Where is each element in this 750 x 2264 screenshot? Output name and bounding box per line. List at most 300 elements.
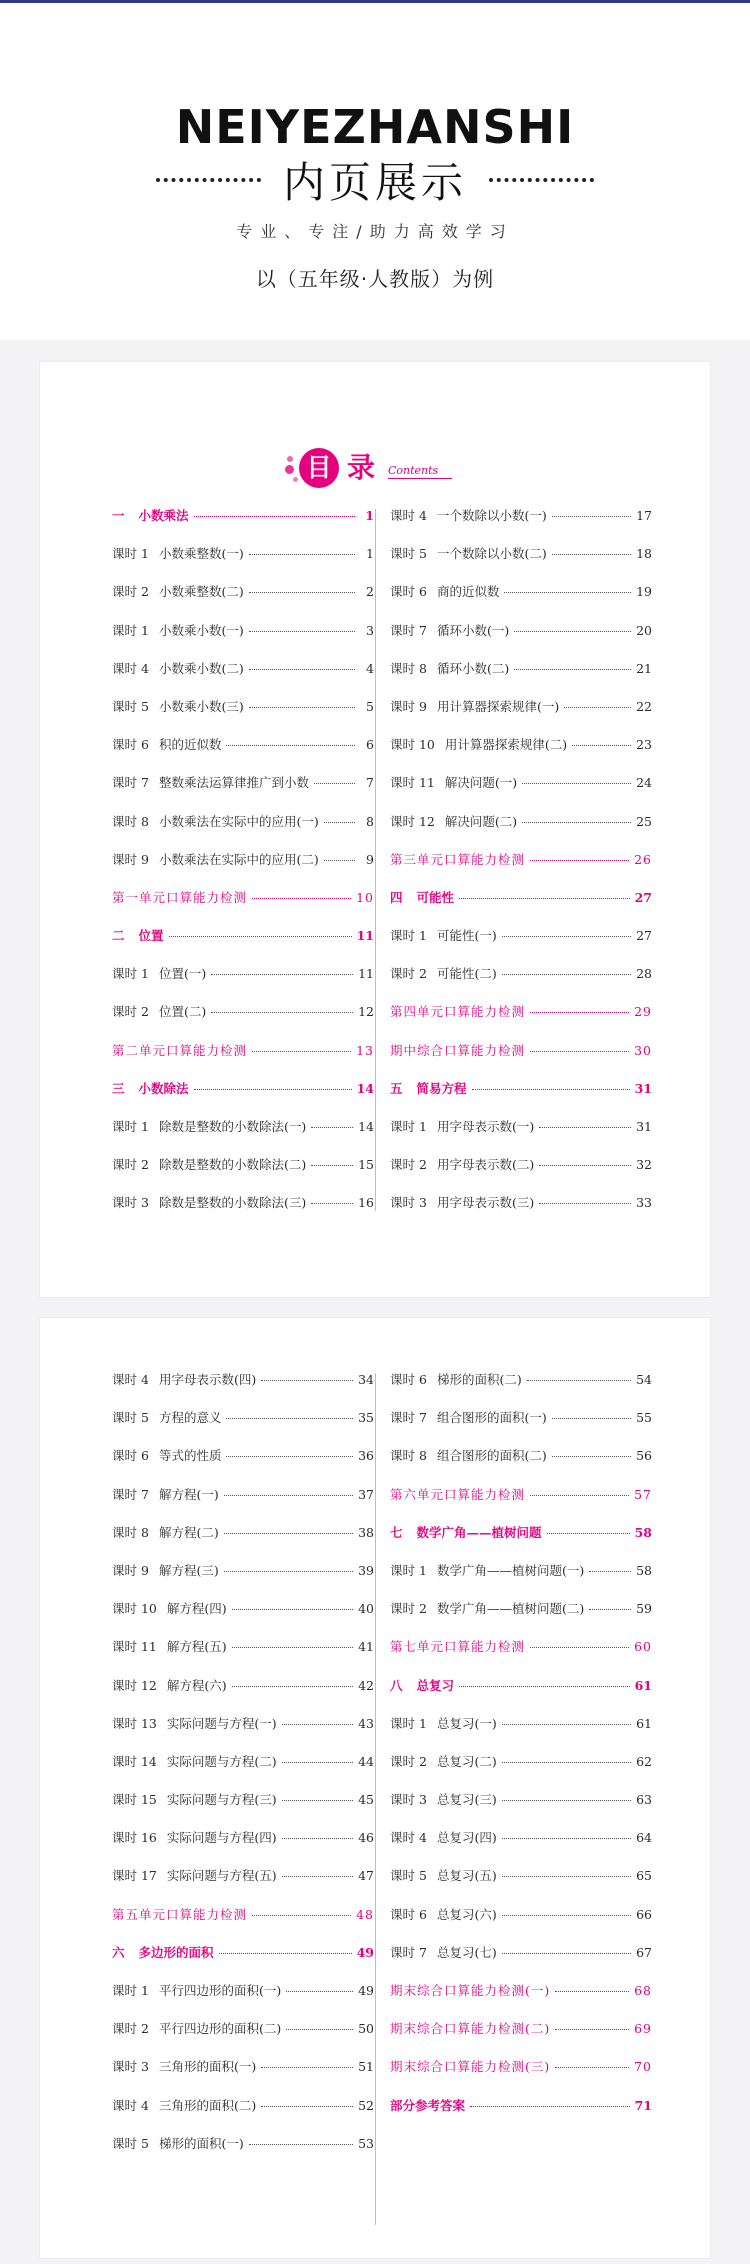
toc-entry-code: 课时 5 bbox=[112, 698, 149, 714]
dot-leader bbox=[539, 1127, 631, 1128]
header-section bbox=[0, 0, 750, 340]
toc-entry-code: 课时 9 bbox=[390, 698, 427, 714]
toc-lesson-entry[interactable] bbox=[390, 735, 652, 773]
toc-lesson-entry[interactable] bbox=[390, 621, 652, 659]
toc-lesson-entry[interactable] bbox=[112, 812, 374, 850]
toc-entry-code: 课时 13 bbox=[112, 1715, 157, 1731]
toc-entry-label bbox=[390, 582, 499, 600]
right-dotted-rule bbox=[489, 178, 594, 182]
toc-entry-page: 31 bbox=[636, 1119, 652, 1134]
toc-entry-code: 五 bbox=[390, 1080, 403, 1096]
toc-entry-title: 第六单元口算能力检测 bbox=[390, 1486, 526, 1502]
toc-entry-label bbox=[390, 506, 547, 524]
toc-lesson-entry[interactable] bbox=[390, 1446, 652, 1484]
toc-entry-code: 课时 1 bbox=[390, 1119, 427, 1134]
toc-lesson-entry[interactable] bbox=[112, 850, 374, 888]
toc-entry-code: 课时 12 bbox=[390, 813, 435, 829]
toc-entry-label bbox=[112, 964, 206, 982]
toc-lesson-entry[interactable] bbox=[112, 659, 374, 697]
toc-heading-mu: 目 bbox=[299, 448, 339, 488]
toc-entry-code: 课时 5 bbox=[112, 2135, 149, 2151]
toc-lesson-entry[interactable] bbox=[112, 2096, 374, 2134]
dot-leader bbox=[504, 592, 631, 593]
toc-test-entry[interactable] bbox=[390, 1002, 652, 1040]
dot-leader bbox=[224, 1571, 353, 1572]
dot-leader bbox=[530, 1495, 629, 1496]
toc-test-entry[interactable] bbox=[390, 2019, 652, 2057]
toc-entry-label bbox=[390, 697, 559, 715]
toc-entry-title: 实际问题与方程(五) bbox=[166, 1868, 277, 1884]
toc-test-entry[interactable] bbox=[112, 1041, 374, 1079]
dot-leader bbox=[555, 2029, 629, 2030]
toc-entry-label bbox=[390, 1981, 550, 1999]
toc-test-entry[interactable] bbox=[390, 850, 652, 888]
toc-entry-label bbox=[112, 544, 244, 562]
toc-entry-label bbox=[112, 1002, 206, 1020]
toc-entry-page: 32 bbox=[636, 1157, 652, 1173]
dot-leader bbox=[282, 1762, 353, 1763]
toc-entry-title: 可能性(二) bbox=[436, 966, 497, 982]
toc-entry-title: 实际问题与方程(四) bbox=[166, 1830, 277, 1846]
toc-lesson-entry[interactable] bbox=[112, 1193, 374, 1231]
toc-entry-label bbox=[390, 1408, 547, 1426]
toc-entry-code: 课时 4 bbox=[112, 2097, 149, 2113]
toc-entry-page: 11 bbox=[356, 928, 374, 944]
dot-leader bbox=[261, 2106, 353, 2107]
toc-lesson-entry[interactable] bbox=[390, 659, 652, 697]
toc-entry-label bbox=[112, 850, 319, 868]
toc-entry-label bbox=[112, 1408, 221, 1426]
dot-leader bbox=[311, 1203, 353, 1204]
toc-lesson-entry[interactable] bbox=[390, 773, 652, 811]
toc-entry-page: 14 bbox=[356, 1080, 374, 1096]
toc-entry-code: 课时 9 bbox=[112, 851, 149, 867]
toc-entry-label bbox=[112, 735, 221, 753]
toc-entry-title: 解方程(三) bbox=[158, 1562, 219, 1578]
toc-lesson-entry[interactable] bbox=[112, 1866, 374, 1904]
toc-entry-label bbox=[390, 926, 497, 944]
dot-leader bbox=[226, 1456, 353, 1457]
toc-entry-code: 课时 3 bbox=[112, 2059, 149, 2075]
dot-leader bbox=[459, 1686, 630, 1687]
toc-lesson-entry[interactable] bbox=[112, 621, 374, 659]
dot-leader bbox=[459, 898, 630, 899]
toc-entry-page: 69 bbox=[634, 2021, 652, 2037]
toc-unit-entry[interactable] bbox=[390, 1676, 652, 1714]
toc-entry-title: 位置(二) bbox=[158, 1004, 207, 1020]
toc-test-entry[interactable] bbox=[390, 1485, 652, 1523]
toc-lesson-entry[interactable] bbox=[112, 964, 374, 1002]
toc-lesson-entry[interactable] bbox=[390, 1752, 652, 1790]
toc-entry-code: 课时 1 bbox=[390, 1562, 427, 1578]
title-row bbox=[0, 150, 750, 210]
toc-lesson-entry[interactable] bbox=[112, 1790, 374, 1828]
toc-entry-code: 课时 8 bbox=[112, 1524, 149, 1540]
toc-lesson-entry[interactable] bbox=[112, 1637, 374, 1675]
toc-unit-entry[interactable] bbox=[390, 1079, 652, 1117]
toc-lesson-entry[interactable] bbox=[112, 2057, 374, 2095]
toc-entry-label bbox=[112, 1561, 219, 1579]
toc-entry-page: 29 bbox=[634, 1004, 652, 1020]
toc-entry-title: 用计算器探索规律(二) bbox=[444, 737, 568, 753]
toc-entry-code: 课时 8 bbox=[390, 660, 427, 676]
toc-entry-title: 小数除法 bbox=[138, 1080, 189, 1096]
toc-entry-label bbox=[112, 888, 247, 906]
toc-lesson-entry[interactable] bbox=[112, 697, 374, 735]
toc-entry-label bbox=[390, 2057, 550, 2075]
dot-leader bbox=[589, 1609, 631, 1610]
toc-entry-title: 第七单元口算能力检测 bbox=[390, 1639, 526, 1655]
toc-unit-entry[interactable] bbox=[390, 1523, 652, 1561]
toc-entry-title: 小数乘小数(三) bbox=[158, 698, 244, 714]
toc-entry-code: 课时 4 bbox=[112, 660, 149, 676]
toc-lesson-entry[interactable] bbox=[112, 1408, 374, 1446]
toc-entry-title: 平行四边形的面积(一) bbox=[158, 1983, 282, 1998]
toc-entry-title: 小数乘整数(二) bbox=[158, 584, 244, 600]
toc-entry-code: 课时 6 bbox=[390, 1906, 427, 1922]
toc-entry-label bbox=[390, 1079, 467, 1097]
toc-entry-label bbox=[112, 812, 319, 830]
toc-entry-label bbox=[112, 1752, 277, 1770]
toc-entry-label bbox=[390, 1370, 522, 1388]
toc-lesson-entry[interactable] bbox=[390, 1866, 652, 1904]
toc-entry-code: 课时 16 bbox=[112, 1830, 157, 1846]
dot-leader bbox=[252, 898, 351, 899]
toc-entry-code: 课时 6 bbox=[390, 1372, 427, 1387]
toc-entry-label bbox=[112, 697, 244, 715]
dot-leader bbox=[232, 1686, 353, 1687]
toc-lesson-entry[interactable] bbox=[390, 812, 652, 850]
dot-leader bbox=[194, 1089, 352, 1090]
toc-entry-page: 3 bbox=[366, 622, 374, 638]
toc-entry-title: 梯形的面积(二) bbox=[436, 1372, 522, 1387]
dot-leader bbox=[169, 936, 352, 937]
toc-entry-title: 商的近似数 bbox=[436, 584, 500, 600]
toc-entry-page: 71 bbox=[634, 2097, 652, 2113]
dot-leader bbox=[249, 707, 355, 708]
dot-leader bbox=[555, 2067, 629, 2068]
dot-leader bbox=[522, 822, 631, 823]
toc-entry-page: 14 bbox=[358, 1119, 374, 1134]
dot-leader bbox=[232, 1647, 353, 1648]
toc-lesson-entry[interactable] bbox=[112, 544, 374, 582]
toc-entry-page: 27 bbox=[636, 928, 652, 944]
toc-test-entry[interactable] bbox=[390, 1041, 652, 1079]
top-accent-line bbox=[0, 0, 750, 3]
toc-entry-label bbox=[390, 735, 567, 753]
toc-entry-title: 第四单元口算能力检测 bbox=[390, 1004, 526, 1020]
toc-lesson-entry[interactable] bbox=[112, 1155, 374, 1193]
dot-leader bbox=[539, 1203, 631, 1204]
column-divider bbox=[375, 509, 376, 1211]
toc-entry-title: 第三单元口算能力检测 bbox=[390, 851, 526, 867]
toc-entry-title: 用计算器探索规律(一) bbox=[436, 698, 560, 714]
toc-entry-page: 13 bbox=[356, 1042, 374, 1058]
toc-entry-page: 31 bbox=[634, 1080, 652, 1096]
toc-entry-label bbox=[112, 1981, 281, 1999]
toc-heading bbox=[40, 442, 710, 492]
dot-leader bbox=[324, 860, 355, 861]
toc-entry-code: 课时 2 bbox=[112, 1004, 149, 1020]
toc-entry-code: 课时 3 bbox=[390, 1792, 427, 1808]
toc-entry-label bbox=[390, 1599, 584, 1617]
dot-leader bbox=[502, 1876, 631, 1877]
toc-entry-label bbox=[112, 2134, 244, 2152]
toc-entry-page: 44 bbox=[358, 1753, 374, 1769]
toc-entry-code: 课时 1 bbox=[112, 1119, 149, 1134]
toc-lesson-entry[interactable] bbox=[112, 1561, 374, 1599]
toc-unit-entry[interactable] bbox=[112, 1079, 374, 1117]
toc-entry-page: 37 bbox=[358, 1486, 374, 1502]
toc-entry-title: 三角形的面积(二) bbox=[158, 2097, 257, 2113]
toc-entry-page: 42 bbox=[358, 1677, 374, 1693]
toc-lesson-entry[interactable] bbox=[390, 1790, 652, 1828]
toc-entry-code: 课时 5 bbox=[112, 1410, 149, 1426]
toc-entry-code: 课时 2 bbox=[390, 966, 427, 982]
toc-entry-label bbox=[112, 1155, 306, 1173]
dot-leader bbox=[249, 2144, 353, 2145]
toc-entry-label bbox=[112, 1079, 189, 1097]
toc-lesson-entry[interactable] bbox=[112, 1117, 374, 1155]
toc-lesson-entry[interactable] bbox=[390, 1408, 652, 1446]
toc-lesson-entry[interactable] bbox=[390, 1828, 652, 1866]
toc-entry-label bbox=[112, 1905, 247, 1923]
dot-leader bbox=[282, 1838, 353, 1839]
dot-leader bbox=[502, 1915, 631, 1916]
toc-entry-page: 39 bbox=[358, 1562, 374, 1578]
dot-leader bbox=[232, 1609, 353, 1610]
toc-lesson-entry[interactable] bbox=[112, 1981, 374, 2019]
toc-lesson-entry[interactable] bbox=[112, 773, 374, 811]
toc-heading-lu: 录 bbox=[347, 451, 376, 484]
toc-entry-label bbox=[112, 1676, 227, 1694]
toc-test-entry[interactable] bbox=[390, 1637, 652, 1675]
toc-entry-title: 解方程(一) bbox=[158, 1486, 219, 1502]
toc-entry-title: 位置(一) bbox=[158, 966, 207, 982]
toc-entry-code: 课时 10 bbox=[112, 1601, 157, 1617]
toc-lesson-entry[interactable] bbox=[112, 1599, 374, 1637]
toc-entry-label bbox=[112, 621, 244, 639]
toc-lesson-entry[interactable] bbox=[112, 1523, 374, 1561]
dot-leader bbox=[286, 2029, 353, 2030]
toc-entry-title: 循环小数(二) bbox=[436, 660, 510, 676]
toc-entry-page: 27 bbox=[634, 889, 652, 905]
toc-lesson-entry[interactable] bbox=[112, 1370, 374, 1408]
toc-entry-page: 9 bbox=[366, 851, 374, 867]
toc-lesson-entry[interactable] bbox=[390, 544, 652, 582]
toc-unit-entry[interactable] bbox=[112, 926, 374, 964]
toc-unit-entry[interactable] bbox=[390, 888, 652, 926]
toc-entry-page: 34 bbox=[358, 1372, 374, 1387]
toc-lesson-entry[interactable] bbox=[112, 1002, 374, 1040]
toc-entry-label bbox=[390, 773, 517, 791]
toc-lesson-entry[interactable] bbox=[390, 926, 652, 964]
toc-test-entry[interactable] bbox=[390, 2057, 652, 2095]
dot-leader bbox=[502, 1800, 631, 1801]
dot-leader bbox=[564, 707, 631, 708]
toc-entry-code: 课时 11 bbox=[112, 1639, 157, 1655]
toc-entry-page: 1 bbox=[366, 546, 374, 562]
toc-entry-page: 67 bbox=[636, 1944, 652, 1960]
toc-answer-entry[interactable] bbox=[390, 2096, 652, 2134]
dot-leader bbox=[552, 516, 631, 517]
toc-entry-page: 54 bbox=[636, 1372, 652, 1387]
dot-leader bbox=[261, 1380, 353, 1381]
toc-entry-title: 简易方程 bbox=[416, 1080, 467, 1096]
toc-entry-code: 课时 1 bbox=[390, 928, 427, 944]
brand-title: NEIYEZHANSHI bbox=[175, 100, 575, 154]
slogan: 专业、专注/助力高效学习 bbox=[236, 222, 514, 241]
toc-entry-label bbox=[390, 964, 497, 982]
toc-entry-page: 52 bbox=[358, 2097, 374, 2113]
dot-leader bbox=[286, 1991, 353, 1992]
toc-entry-title: 实际问题与方程(二) bbox=[166, 1753, 277, 1769]
toc-lesson-entry[interactable] bbox=[390, 1370, 652, 1408]
toc-entry-label bbox=[112, 1370, 256, 1388]
toc-entry-title: 用字母表示数(四) bbox=[158, 1372, 257, 1387]
toc-entry-page: 60 bbox=[634, 1639, 652, 1655]
toc-lesson-entry[interactable] bbox=[112, 1676, 374, 1714]
toc-entry-label bbox=[390, 1637, 525, 1655]
toc-lesson-entry[interactable] bbox=[112, 1485, 374, 1523]
dot-leader bbox=[502, 1762, 631, 1763]
toc-entry-title: 期末综合口算能力检测(二) bbox=[390, 2021, 551, 2037]
toc-column-left bbox=[112, 506, 374, 1232]
toc-entry-label bbox=[390, 1002, 525, 1020]
toc-lesson-entry[interactable] bbox=[390, 1905, 652, 1943]
toc-entry-code: 课时 8 bbox=[112, 813, 149, 829]
left-dotted-rule bbox=[156, 178, 261, 182]
toc-entry-page: 26 bbox=[634, 851, 652, 867]
toc-lesson-entry[interactable] bbox=[390, 1117, 652, 1155]
toc-entry-code: 课时 1 bbox=[112, 966, 149, 982]
toc-lesson-entry[interactable] bbox=[390, 1561, 652, 1599]
toc-entry-title: 一个数除以小数(一) bbox=[436, 508, 547, 523]
toc-entry-page: 24 bbox=[636, 775, 652, 791]
toc-entry-page: 41 bbox=[358, 1639, 374, 1655]
toc-lesson-entry[interactable] bbox=[390, 1193, 652, 1231]
toc-entry-title: 解方程(四) bbox=[166, 1601, 227, 1617]
toc-entry-title: 可能性(一) bbox=[436, 928, 497, 944]
toc-lesson-entry[interactable] bbox=[112, 1752, 374, 1790]
toc-entry-label bbox=[390, 1866, 497, 1884]
dot-leader bbox=[282, 1724, 353, 1725]
toc-entry-page: 4 bbox=[366, 660, 374, 676]
toc-entry-page: 49 bbox=[356, 1944, 374, 1960]
toc-entry-page: 55 bbox=[636, 1410, 652, 1426]
toc-entry-label bbox=[112, 1599, 227, 1617]
toc-entry-code: 课时 15 bbox=[112, 1792, 157, 1808]
toc-entry-code: 课时 12 bbox=[112, 1677, 157, 1693]
toc-lesson-entry[interactable] bbox=[390, 1155, 652, 1193]
dot-leader bbox=[282, 1800, 353, 1801]
toc-entry-code: 课时 6 bbox=[390, 584, 427, 600]
toc-lesson-entry[interactable] bbox=[112, 1714, 374, 1752]
toc-entry-title: 小数乘法 bbox=[138, 508, 189, 523]
dot-leader bbox=[514, 669, 631, 670]
dot-leader bbox=[502, 936, 631, 937]
dot-leader bbox=[219, 1953, 352, 1954]
toc-entry-title: 用字母表示数(三) bbox=[436, 1195, 535, 1211]
toc-entry-code: 课时 1 bbox=[390, 1715, 427, 1731]
toc-entry-code: 课时 7 bbox=[112, 1486, 149, 1502]
toc-entry-code: 课时 4 bbox=[112, 1372, 149, 1387]
toc-entry-title: 用字母表示数(一) bbox=[436, 1119, 535, 1134]
toc-entry-title: 小数乘小数(二) bbox=[158, 660, 244, 676]
toc-lesson-entry[interactable] bbox=[112, 2019, 374, 2057]
toc-entry-page: 70 bbox=[634, 2059, 652, 2075]
toc-entry-code: 课时 11 bbox=[390, 775, 435, 791]
toc-unit-entry[interactable] bbox=[112, 506, 374, 544]
toc-lesson-entry[interactable] bbox=[112, 1446, 374, 1484]
toc-entry-page: 21 bbox=[636, 660, 652, 676]
toc-entry-label bbox=[112, 1485, 219, 1503]
toc-lesson-entry[interactable] bbox=[390, 1943, 652, 1981]
toc-entry-label bbox=[112, 1117, 306, 1135]
toc-entry-page: 40 bbox=[358, 1601, 374, 1617]
toc-entry-title: 小数乘小数(一) bbox=[158, 622, 244, 638]
page-title: 内页展示 bbox=[282, 158, 467, 207]
dot-leader bbox=[261, 2067, 353, 2068]
toc-lesson-entry[interactable] bbox=[390, 1714, 652, 1752]
toc-entry-page: 49 bbox=[358, 1983, 374, 1998]
toc-entry-label bbox=[390, 1714, 497, 1732]
toc-entry-label bbox=[390, 812, 517, 830]
toc-entry-page: 51 bbox=[358, 2059, 374, 2075]
dot-leader bbox=[249, 669, 355, 670]
toc-lesson-entry[interactable] bbox=[112, 2134, 374, 2172]
toc-entry-label bbox=[390, 544, 547, 562]
toc-entry-label bbox=[390, 1446, 547, 1464]
toc-entry-code: 课时 10 bbox=[390, 737, 435, 753]
toc-entry-page: 66 bbox=[636, 1906, 652, 1922]
toc-entry-page: 35 bbox=[358, 1410, 374, 1426]
toc-entry-title: 平行四边形的面积(二) bbox=[158, 2021, 282, 2037]
toc-entry-code: 课时 1 bbox=[112, 622, 149, 638]
toc-test-entry[interactable] bbox=[390, 1981, 652, 2019]
toc-entry-label bbox=[390, 1117, 534, 1135]
toc-entry-label bbox=[390, 1905, 497, 1923]
toc-lesson-entry[interactable] bbox=[390, 582, 652, 620]
toc-entry-label bbox=[390, 621, 509, 639]
toc-entry-page: 45 bbox=[358, 1792, 374, 1808]
dot-leader bbox=[552, 554, 631, 555]
toc-unit-entry[interactable] bbox=[112, 1943, 374, 1981]
toc-entry-label bbox=[112, 1828, 277, 1846]
toc-entry-code: 课时 3 bbox=[112, 1195, 149, 1211]
toc-column-left bbox=[112, 1370, 374, 2172]
dot-leader bbox=[530, 1051, 629, 1052]
toc-lesson-entry[interactable] bbox=[390, 1599, 652, 1637]
dot-leader bbox=[282, 1876, 353, 1877]
toc-entry-title: 可能性 bbox=[416, 889, 455, 905]
example-note: 以（五年级·人教版）为例 bbox=[255, 267, 495, 291]
toc-entry-title: 第五单元口算能力检测 bbox=[112, 1906, 248, 1922]
toc-test-entry[interactable] bbox=[112, 888, 374, 926]
toc-lesson-entry[interactable] bbox=[112, 582, 374, 620]
dot-leader bbox=[470, 2106, 630, 2107]
toc-entry-title: 一个数除以小数(二) bbox=[436, 546, 547, 562]
toc-entry-page: 63 bbox=[636, 1792, 652, 1808]
toc-lesson-entry[interactable] bbox=[390, 964, 652, 1002]
toc-lesson-entry[interactable] bbox=[390, 697, 652, 735]
toc-lesson-entry[interactable] bbox=[112, 1828, 374, 1866]
toc-entry-title: 积的近似数 bbox=[158, 737, 222, 753]
toc-entry-page: 1 bbox=[365, 508, 374, 523]
toc-lesson-entry[interactable] bbox=[112, 735, 374, 773]
toc-lesson-entry[interactable] bbox=[390, 506, 652, 544]
toc-test-entry[interactable] bbox=[112, 1905, 374, 1943]
